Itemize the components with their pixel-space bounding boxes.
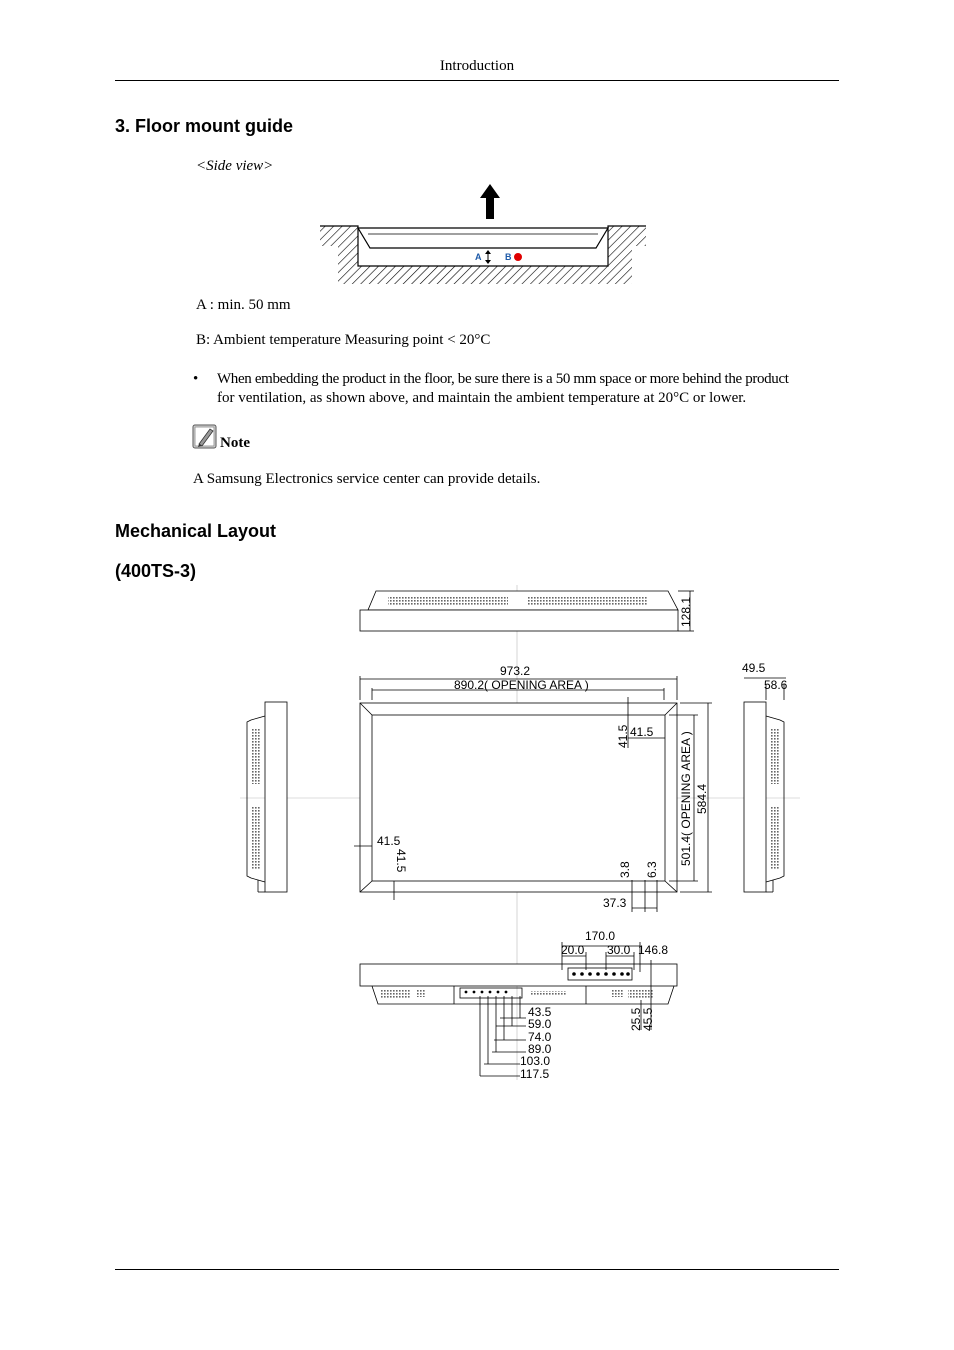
dim-25-5: 25.5 xyxy=(629,1007,643,1031)
dim-width: 973.2 xyxy=(500,664,531,678)
dim-45-5: 45.5 xyxy=(641,1007,655,1031)
dim-170: 170.0 xyxy=(585,929,616,943)
bullet-line-2: for ventilation, as shown above, and maintain the ambient temperature at 20°C or lower. xyxy=(217,390,747,406)
dim-b-74: 74.0 xyxy=(528,1030,552,1044)
dim-b-117-5: 117.5 xyxy=(520,1067,550,1081)
dim-3-8: 3.8 xyxy=(618,861,632,878)
dim-bottom-margin: 41.5 xyxy=(394,849,408,873)
dim-6-3: 6.3 xyxy=(645,861,659,878)
label-a: A xyxy=(475,252,482,262)
note-b: B: Ambient temperature Measuring point < 20°C xyxy=(196,332,491,348)
label-b: B xyxy=(505,252,512,262)
footer-rule xyxy=(115,1269,839,1270)
dim-30: 30.0 xyxy=(607,943,631,957)
dim-opening-height: 501.4( OPENING AREA ) xyxy=(679,731,693,866)
dim-height: 584.4 xyxy=(695,783,709,814)
dim-37-3: 37.3 xyxy=(603,896,627,910)
dim-b-59: 59.0 xyxy=(528,1017,552,1031)
mechanical-heading: Mechanical Layout xyxy=(115,521,277,541)
dim-side-49: 49.5 xyxy=(742,661,766,675)
model-heading: (400TS-3) xyxy=(115,561,197,581)
dim-right-margin: 41.5 xyxy=(630,725,654,739)
floor-mount-heading: 3. Floor mount guide xyxy=(115,116,293,136)
note-label: Note xyxy=(220,435,250,451)
dim-20: 20.0 xyxy=(561,943,585,957)
dim-depth: 128.1 xyxy=(679,596,693,627)
note-a: A : min. 50 mm xyxy=(196,297,291,313)
dim-b-103: 103.0 xyxy=(520,1054,551,1068)
side-view-caption: <Side view> xyxy=(196,158,274,174)
dim-b-43-5: 43.5 xyxy=(528,1005,552,1019)
header-title: Introduction xyxy=(439,58,515,74)
note-text: A Samsung Electronics service center can provide details. xyxy=(193,471,541,487)
dim-left-margin: 41.5 xyxy=(377,834,401,848)
bullet-marker: • xyxy=(193,371,199,387)
dim-side-58: 58.6 xyxy=(764,678,788,692)
dim-146-8: 146.8 xyxy=(638,943,669,957)
bullet-line-1: When embedding the product in the floor, be sure there is a 50 mm space or more behind the product xyxy=(217,371,789,387)
dim-opening-width: 890.2( OPENING AREA ) xyxy=(454,678,589,692)
dim-b-89: 89.0 xyxy=(528,1042,552,1056)
dim-top-margin: 41.5 xyxy=(616,724,630,748)
